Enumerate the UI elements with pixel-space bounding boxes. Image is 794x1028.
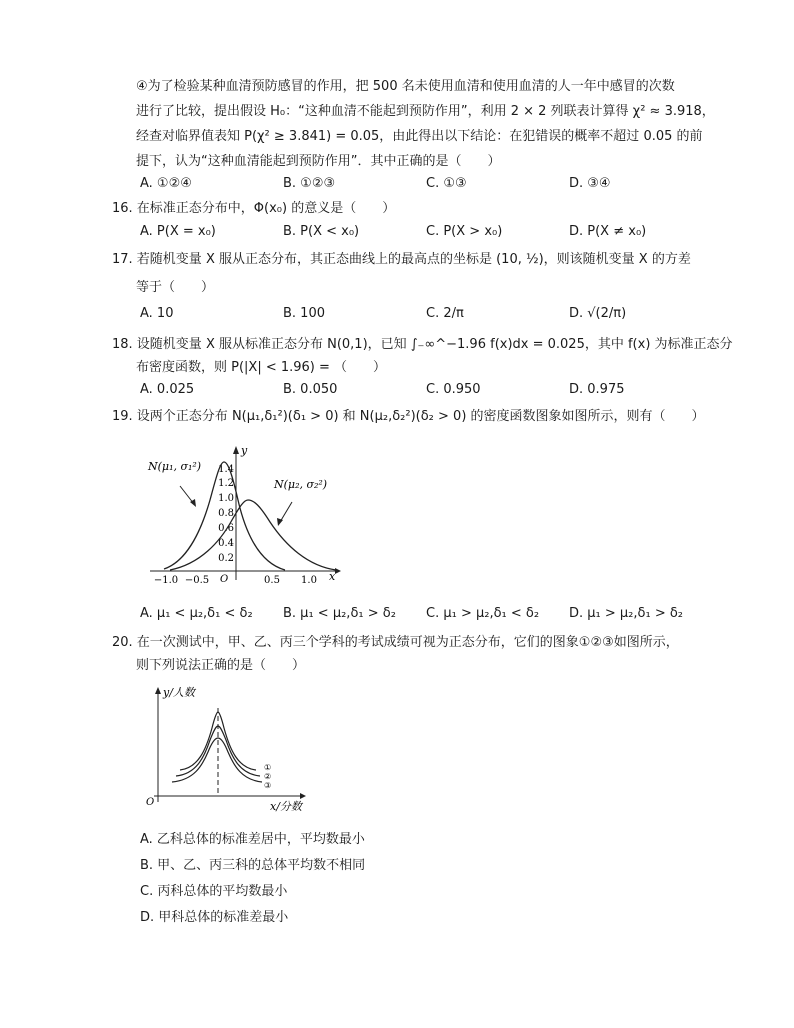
q19-option-c[interactable]: C. μ₁ > μ₂,δ₁ < δ₂	[426, 606, 540, 621]
q18-option-a[interactable]: A. 0.025	[140, 382, 195, 397]
q16-option-d[interactable]: D. P(X ≠ x₀)	[569, 224, 647, 239]
q19-y-tick-0-6: 0.6	[218, 523, 234, 534]
q16-option-c[interactable]: C. P(X > x₀)	[426, 224, 503, 239]
q20-curve-label-3: ③	[264, 781, 272, 790]
q19-stem: 19. 设两个正态分布 N(μ₁,δ₁²)(δ₁ > 0) 和 N(μ₂,δ₂²)(δ₂ > 0) 的密度函数图象如图所示，则有（ ）	[112, 409, 705, 424]
q19-y-tick-0-4: 0.4	[218, 538, 234, 549]
q16-stem: 16. 在标准正态分布中，Φ(x₀) 的意义是（ ）	[112, 201, 396, 216]
q19-x-tick-neg1: −1.0	[153, 575, 179, 586]
q15-line-3: 经查对临界值表知 P(χ² ≥ 3.841) = 0.05，由此得出以下结论：在犯错误的概率不超过 0.05 的前	[136, 129, 703, 144]
q15-option-c[interactable]: C. ①③	[426, 176, 467, 191]
q20-y-axis-arrow	[155, 687, 161, 694]
q20-normal-curves-figure	[140, 684, 320, 814]
q16-option-a[interactable]: A. P(X = x₀)	[140, 224, 216, 239]
q19-curve-2-label: N(μ₂, σ₂²)	[274, 478, 328, 491]
q20-option-c[interactable]: C. 丙科总体的平均数最小	[140, 884, 288, 899]
q20-curve-label-1: ①	[264, 763, 272, 772]
q16-option-b[interactable]: B. P(X < x₀)	[283, 224, 360, 239]
q19-x-axis-label: x	[329, 570, 336, 583]
q17-option-c[interactable]: C. 2/π	[426, 306, 464, 321]
q19-option-a[interactable]: A. μ₁ < μ₂,δ₁ < δ₂	[140, 606, 253, 621]
q15-option-d[interactable]: D. ③④	[569, 176, 611, 191]
q19-y-tick-0-8: 0.8	[218, 508, 234, 519]
q15-line-4: 提下，认为“这种血清能起到预防作用”．其中正确的是（ ）	[136, 154, 501, 169]
q19-x-ticks	[154, 575, 317, 586]
q17-stem-1: 17. 若随机变量 X 服从正态分布，其正态曲线上的最高点的坐标是 (10, ½)，则该随机变量 X 的方差	[112, 252, 691, 267]
q20-y-axis-label: y/人数	[163, 686, 195, 699]
q18-option-d[interactable]: D. 0.975	[569, 382, 625, 397]
q19-curve-1-label: N(μ₁, σ₁²)	[148, 460, 202, 473]
q19-x-tick-05: 0.5	[264, 575, 280, 586]
q20-stem-2: 则下列说法正确的是（ ）	[136, 658, 306, 673]
q19-x-axis-arrow	[335, 568, 341, 574]
q20-option-b[interactable]: B. 甲、乙、丙三科的总体平均数不相同	[140, 858, 366, 873]
q18-option-b[interactable]: B. 0.050	[283, 382, 338, 397]
q20-option-a[interactable]: A. 乙科总体的标准差居中，平均数最小	[140, 832, 365, 847]
q20-origin-label: O	[146, 797, 155, 808]
q19-y-tick-1-0: 1.0	[218, 493, 234, 504]
q19-y-axis-arrow	[233, 446, 239, 454]
q19-y-ticks	[218, 464, 234, 564]
q19-option-d[interactable]: D. μ₁ > μ₂,δ₁ > δ₂	[569, 606, 684, 621]
q20-curve-label-2: ②	[264, 772, 272, 781]
q18-stem-2: 布密度函数，则 P(|X| < 1.96) = （ ）	[136, 360, 387, 375]
q17-option-a[interactable]: A. 10	[140, 306, 174, 321]
q19-curve-2-arrow	[280, 502, 292, 522]
q17-option-b[interactable]: B. 100	[283, 306, 325, 321]
q20-stem-1: 20. 在一次测试中，甲、乙、丙三个学科的考试成绩可视为正态分布，它们的图象①②③如图所示，	[112, 635, 679, 650]
q19-x-tick-neg05: −0.5	[184, 575, 210, 586]
q19-y-tick-0-2: 0.2	[218, 553, 234, 564]
q19-normal-curves-figure	[140, 440, 350, 590]
q19-y-tick-1-4: 1.4	[218, 464, 234, 475]
q19-curve-2	[170, 500, 336, 570]
q17-option-d[interactable]: D. √(2/π)	[569, 306, 627, 321]
q19-y-axis-label: y	[241, 444, 248, 457]
q20-x-axis-label: x/分数	[270, 800, 302, 813]
q20-option-d[interactable]: D. 甲科总体的标准差最小	[140, 910, 289, 925]
q18-stem-1: 18. 设随机变量 X 服从标准正态分布 N(0,1)，已知 ∫₋∞^−1.96 f(x)dx = 0.025，其中 f(x) 为标准正态分	[112, 337, 733, 352]
q17-stem-2: 等于（ ）	[136, 280, 215, 295]
q20-x-axis-arrow	[300, 793, 306, 799]
q19-y-tick-1-2: 1.2	[218, 478, 234, 489]
q18-option-c[interactable]: C. 0.950	[426, 382, 481, 397]
q15-line-2: 进行了比较，提出假设 H₀：“这种血清不能起到预防作用”，利用 2 × 2 列联表计算得 χ² ≈ 3.918，	[136, 104, 715, 119]
q19-option-b[interactable]: B. μ₁ < μ₂,δ₁ > δ₂	[283, 606, 396, 621]
q15-option-a[interactable]: A. ①②④	[140, 176, 192, 191]
q19-x-tick-1: 1.0	[301, 575, 317, 586]
q20-curve-3	[172, 738, 262, 782]
q19-origin-label: O	[220, 574, 229, 585]
q15-line-1: ④为了检验某种血清预防感冒的作用，把 500 名未使用血清和使用血清的人一年中感冒的次数	[136, 79, 675, 94]
q15-option-b[interactable]: B. ①②③	[283, 176, 336, 191]
